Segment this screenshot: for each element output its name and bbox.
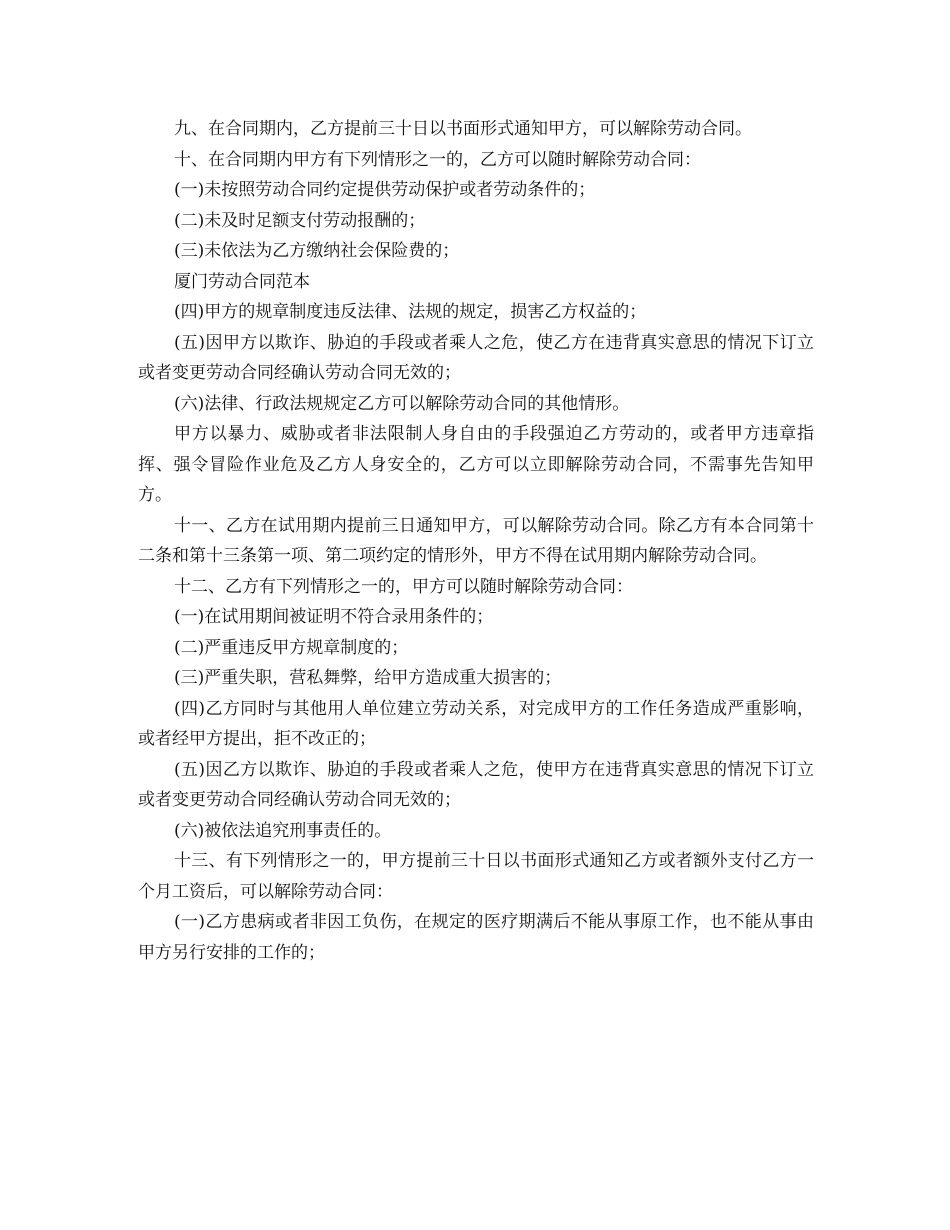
paragraph-clause-13-item-1: (一)乙方患病或者非因工负伤，在规定的医疗期满后不能从事原工作，也不能从事由甲方另行安排的工作的； xyxy=(138,912,814,963)
paragraph-clause-13: 十三、有下列情形之一的，甲方提前三十日以书面形式通知乙方或者额外支付乙方一个月工资后，可以解除劳动合同： xyxy=(138,851,814,902)
paragraph-clause-10-item-1: (一)未按照劳动合同约定提供劳动保护或者劳动条件的； xyxy=(174,180,596,200)
paragraph-clause-10: 十、在合同期内甲方有下列情形之一的，乙方可以随时解除劳动合同： xyxy=(174,149,701,170)
paragraph-clause-11: 十一、乙方在试用期内提前三日通知甲方，可以解除劳动合同。除乙方有本合同第十二条和第十三条第一项、第二项约定的情形外，甲方不得在试用期内解除劳动合同。 xyxy=(138,515,814,566)
paragraph-clause-12-item-5: (五)因乙方以欺诈、胁迫的手段或者乘人之危，使甲方在违背真实意思的情况下订立或者变更劳动合同经确认劳动合同无效的； xyxy=(138,759,814,810)
paragraph-clause-12-item-4: (四)乙方同时与其他用人单位建立劳动关系，对完成甲方的工作任务造成严重影响，或者经甲方提出，拒不改正的； xyxy=(138,698,814,749)
paragraph-clause-10-item-6: (六)法律、行政法规规定乙方可以解除劳动合同的其他情形。 xyxy=(174,393,630,414)
paragraph-clause-10-note: 甲方以暴力、威胁或者非法限制人身自由的手段强迫乙方劳动的，或者甲方违章指挥、强令冒险作业危及乙方人身安全的，乙方可以立即解除劳动合同，不需事先告知甲方。 xyxy=(138,424,814,505)
document-body xyxy=(138,114,814,968)
paragraph-template-title: 厦门劳动合同范本 xyxy=(174,271,310,292)
paragraph-clause-9: 九、在合同期内，乙方提前三十日以书面形式通知甲方，可以解除劳动合同。 xyxy=(174,119,752,139)
paragraph-clause-12-item-6: (六)被依法追究刑事责任的。 xyxy=(174,820,392,841)
paragraph-clause-12-item-1: (一)在试用期间被证明不符合录用条件的； xyxy=(174,607,494,627)
paragraph-clause-12: 十二、乙方有下列情形之一的，甲方可以随时解除劳动合同： xyxy=(174,576,633,597)
paragraph-clause-12-item-3: (三)严重失职，营私舞弊，给甲方造成重大损害的； xyxy=(174,668,562,688)
paragraph-clause-10-item-5: (五)因甲方以欺诈、胁迫的手段或者乘人之危，使乙方在违背真实意思的情况下订立或者变更劳动合同经确认劳动合同无效的； xyxy=(138,332,814,383)
paragraph-clause-12-item-2: (二)严重违反甲方规章制度的； xyxy=(174,637,409,658)
paragraph-clause-10-item-4: (四)甲方的规章制度违反法律、法规的规定，损害乙方权益的； xyxy=(174,302,647,322)
paragraph-clause-10-item-3: (三)未依法为乙方缴纳社会保险费的； xyxy=(174,241,460,261)
paragraph-clause-10-item-2: (二)未及时足额支付劳动报酬的； xyxy=(174,210,426,231)
